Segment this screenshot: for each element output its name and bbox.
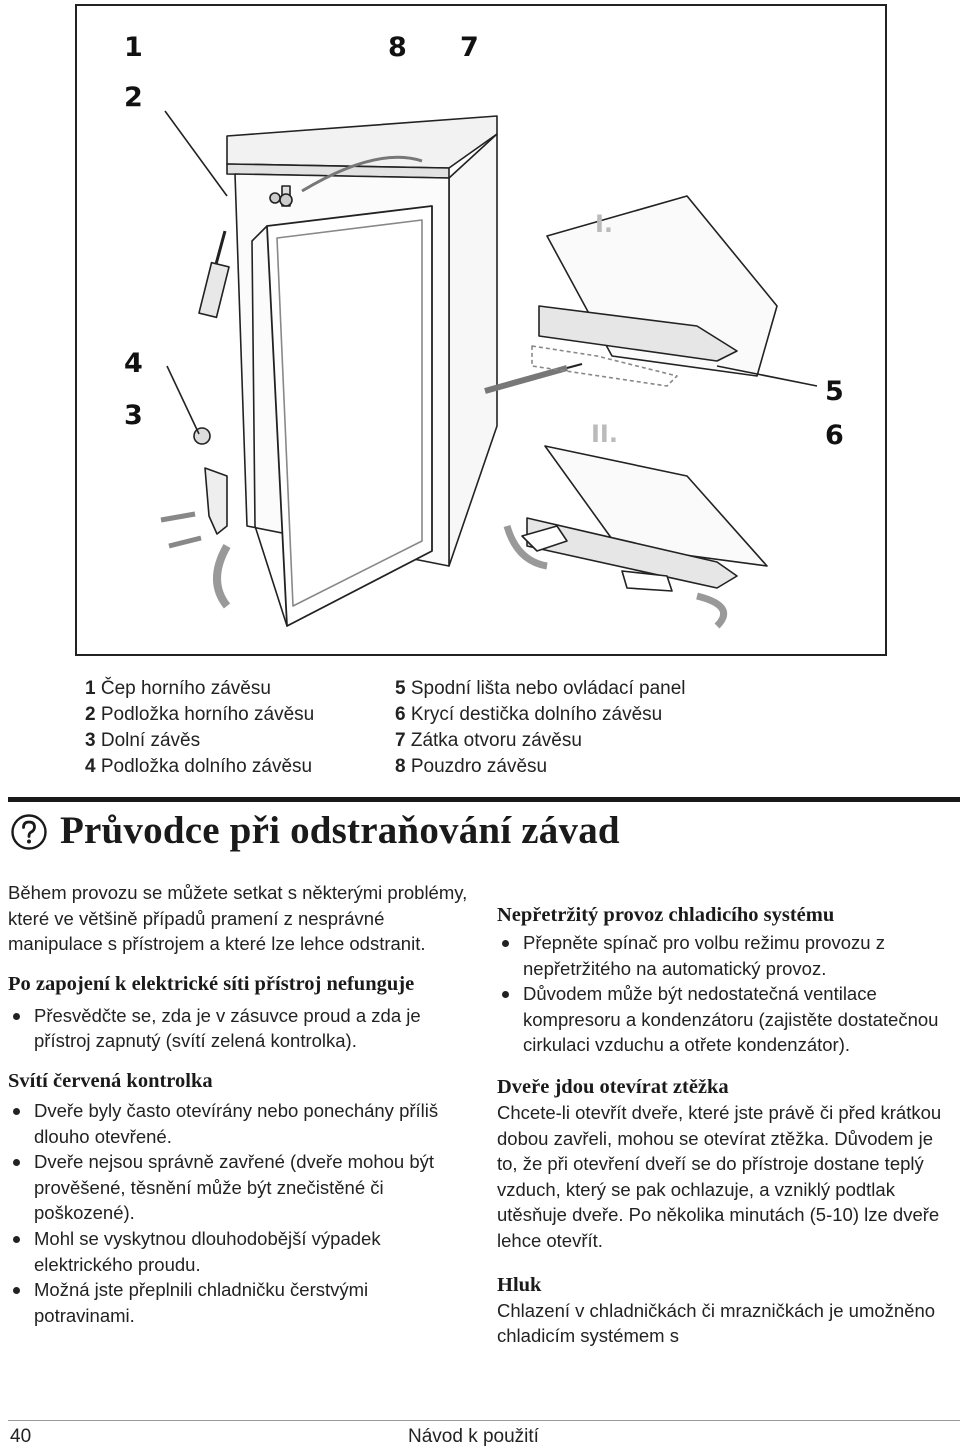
callout-5: 5 [825, 376, 844, 407]
bullet-list [8, 1003, 473, 1054]
legend-item [395, 702, 686, 728]
legend-item [395, 676, 686, 702]
legend-text: Čep horního závěsu [100, 678, 271, 699]
legend-text: Pouzdro závěsu [410, 756, 548, 777]
legend-num: 3 [85, 730, 96, 751]
legend-item [85, 754, 314, 780]
callout-7: 7 [460, 32, 479, 63]
callout-1: 1 [124, 32, 143, 63]
page-number: 40 [10, 1426, 32, 1447]
list-item: Přesvědčte se, zda je v zásuvce proud a zda je přístroj zapnutý (svítí zelená kontrolka). [8, 1003, 473, 1054]
legend-num: 1 [85, 678, 96, 699]
subheading-red-light: Svítí červená kontrolka [8, 1069, 213, 1092]
door-hard-paragraph: Chcete-li otevřít dveře, které jste právě či před krátkou dobou zavřeli, mohou se otevírat ztěžka. Důvodem je to, že při otevření dveří se do přístroje dostane teplý vzduch, který se pak ochlazuje, a vzniklý podtlak utěsňuje dveře. Po několika minutách (5-10) lze dveře lehce otevřít. [497, 1101, 942, 1251]
callout-2: 2 [124, 82, 143, 113]
step-label-1: I. [595, 210, 614, 238]
question-circle-icon [10, 813, 48, 851]
legend-num: 8 [395, 756, 406, 777]
list-item: Dveře byly často otevírány nebo ponechány příliš dlouho otevřené. [8, 1098, 473, 1149]
legend-text: Podložka dolního závěsu [100, 756, 313, 777]
callout-4: 4 [124, 348, 143, 379]
list-item: Dveře nejsou správně zavřené (dveře mohou být prověšené, těsnění může být znečistěné či poškozené). [8, 1149, 473, 1226]
legend-text: Krycí destička dolního závěsu [410, 704, 663, 725]
list-item: Mohl se vyskytnou dlouhodobější výpadek elektrického proudu. [8, 1226, 473, 1277]
legend-item [85, 676, 314, 702]
illustration-frame [75, 4, 887, 656]
legend-num: 5 [395, 678, 406, 699]
legend-item [85, 728, 314, 754]
noise-paragraph: Chlazení v chladničkách či mrazničkách je umožněno chladicím systémem s [497, 1299, 936, 1347]
legend-text: Dolní závěs [100, 730, 201, 751]
legend-num: 2 [85, 704, 96, 725]
legend-num: 7 [395, 730, 406, 751]
legend-item [85, 702, 314, 728]
footer-divider [8, 1420, 960, 1421]
intro-paragraph: Během provozu se můžete setkat s některými problémy, které ve většině případů pramení z nesprávné manipulace s přístrojem a které lze lehce odstranit. [8, 882, 468, 955]
callout-8: 8 [388, 32, 407, 63]
list-item: Důvodem může být nedostatečná ventilace kompresoru a kondenzátoru (zajistěte dostatečnou cirkulaci vzduchu a otřete kondenzátor). [497, 981, 952, 1058]
callout-3: 3 [124, 400, 143, 431]
legend-num: 6 [395, 704, 406, 725]
left-column [8, 880, 473, 1328]
bullet-list [8, 1098, 473, 1328]
bullet-list [497, 930, 952, 1058]
legend-num: 4 [85, 756, 96, 777]
right-column [497, 902, 952, 1349]
legend-item [395, 728, 686, 754]
legend-text: Podložka horního závěsu [100, 704, 315, 725]
section-title: Průvodce při odstraňování závad [60, 809, 620, 852]
legend-text: Zátka otvoru závěsu [410, 730, 582, 751]
legend-right [395, 676, 686, 780]
subheading-door-hard: Dveře jdou otevírat ztěžka [497, 1075, 729, 1098]
subheading-continuous-run: Nepřetržitý provoz chladicího systému [497, 904, 835, 926]
subheading-no-power: Po zapojení k elektrické síti přístroj nefunguje [8, 972, 415, 995]
subheading-noise: Hluk [497, 1273, 542, 1296]
list-item: Možná jste přeplnili chladničku čerstvými potravinami. [8, 1277, 473, 1328]
footer-title: Návod k použití [408, 1426, 539, 1447]
legend-text: Spodní lišta nebo ovládací panel [410, 678, 686, 699]
callout-6: 6 [825, 420, 844, 451]
list-item: Přepněte spínač pro volbu režimu provozu z nepřetržitého na automatický provoz. [497, 930, 952, 981]
section-divider [8, 797, 960, 802]
legend-item [395, 754, 686, 780]
step-label-2: II. [591, 420, 618, 448]
legend-left [85, 676, 314, 780]
fridge-door-reversal-illustration [77, 6, 885, 654]
